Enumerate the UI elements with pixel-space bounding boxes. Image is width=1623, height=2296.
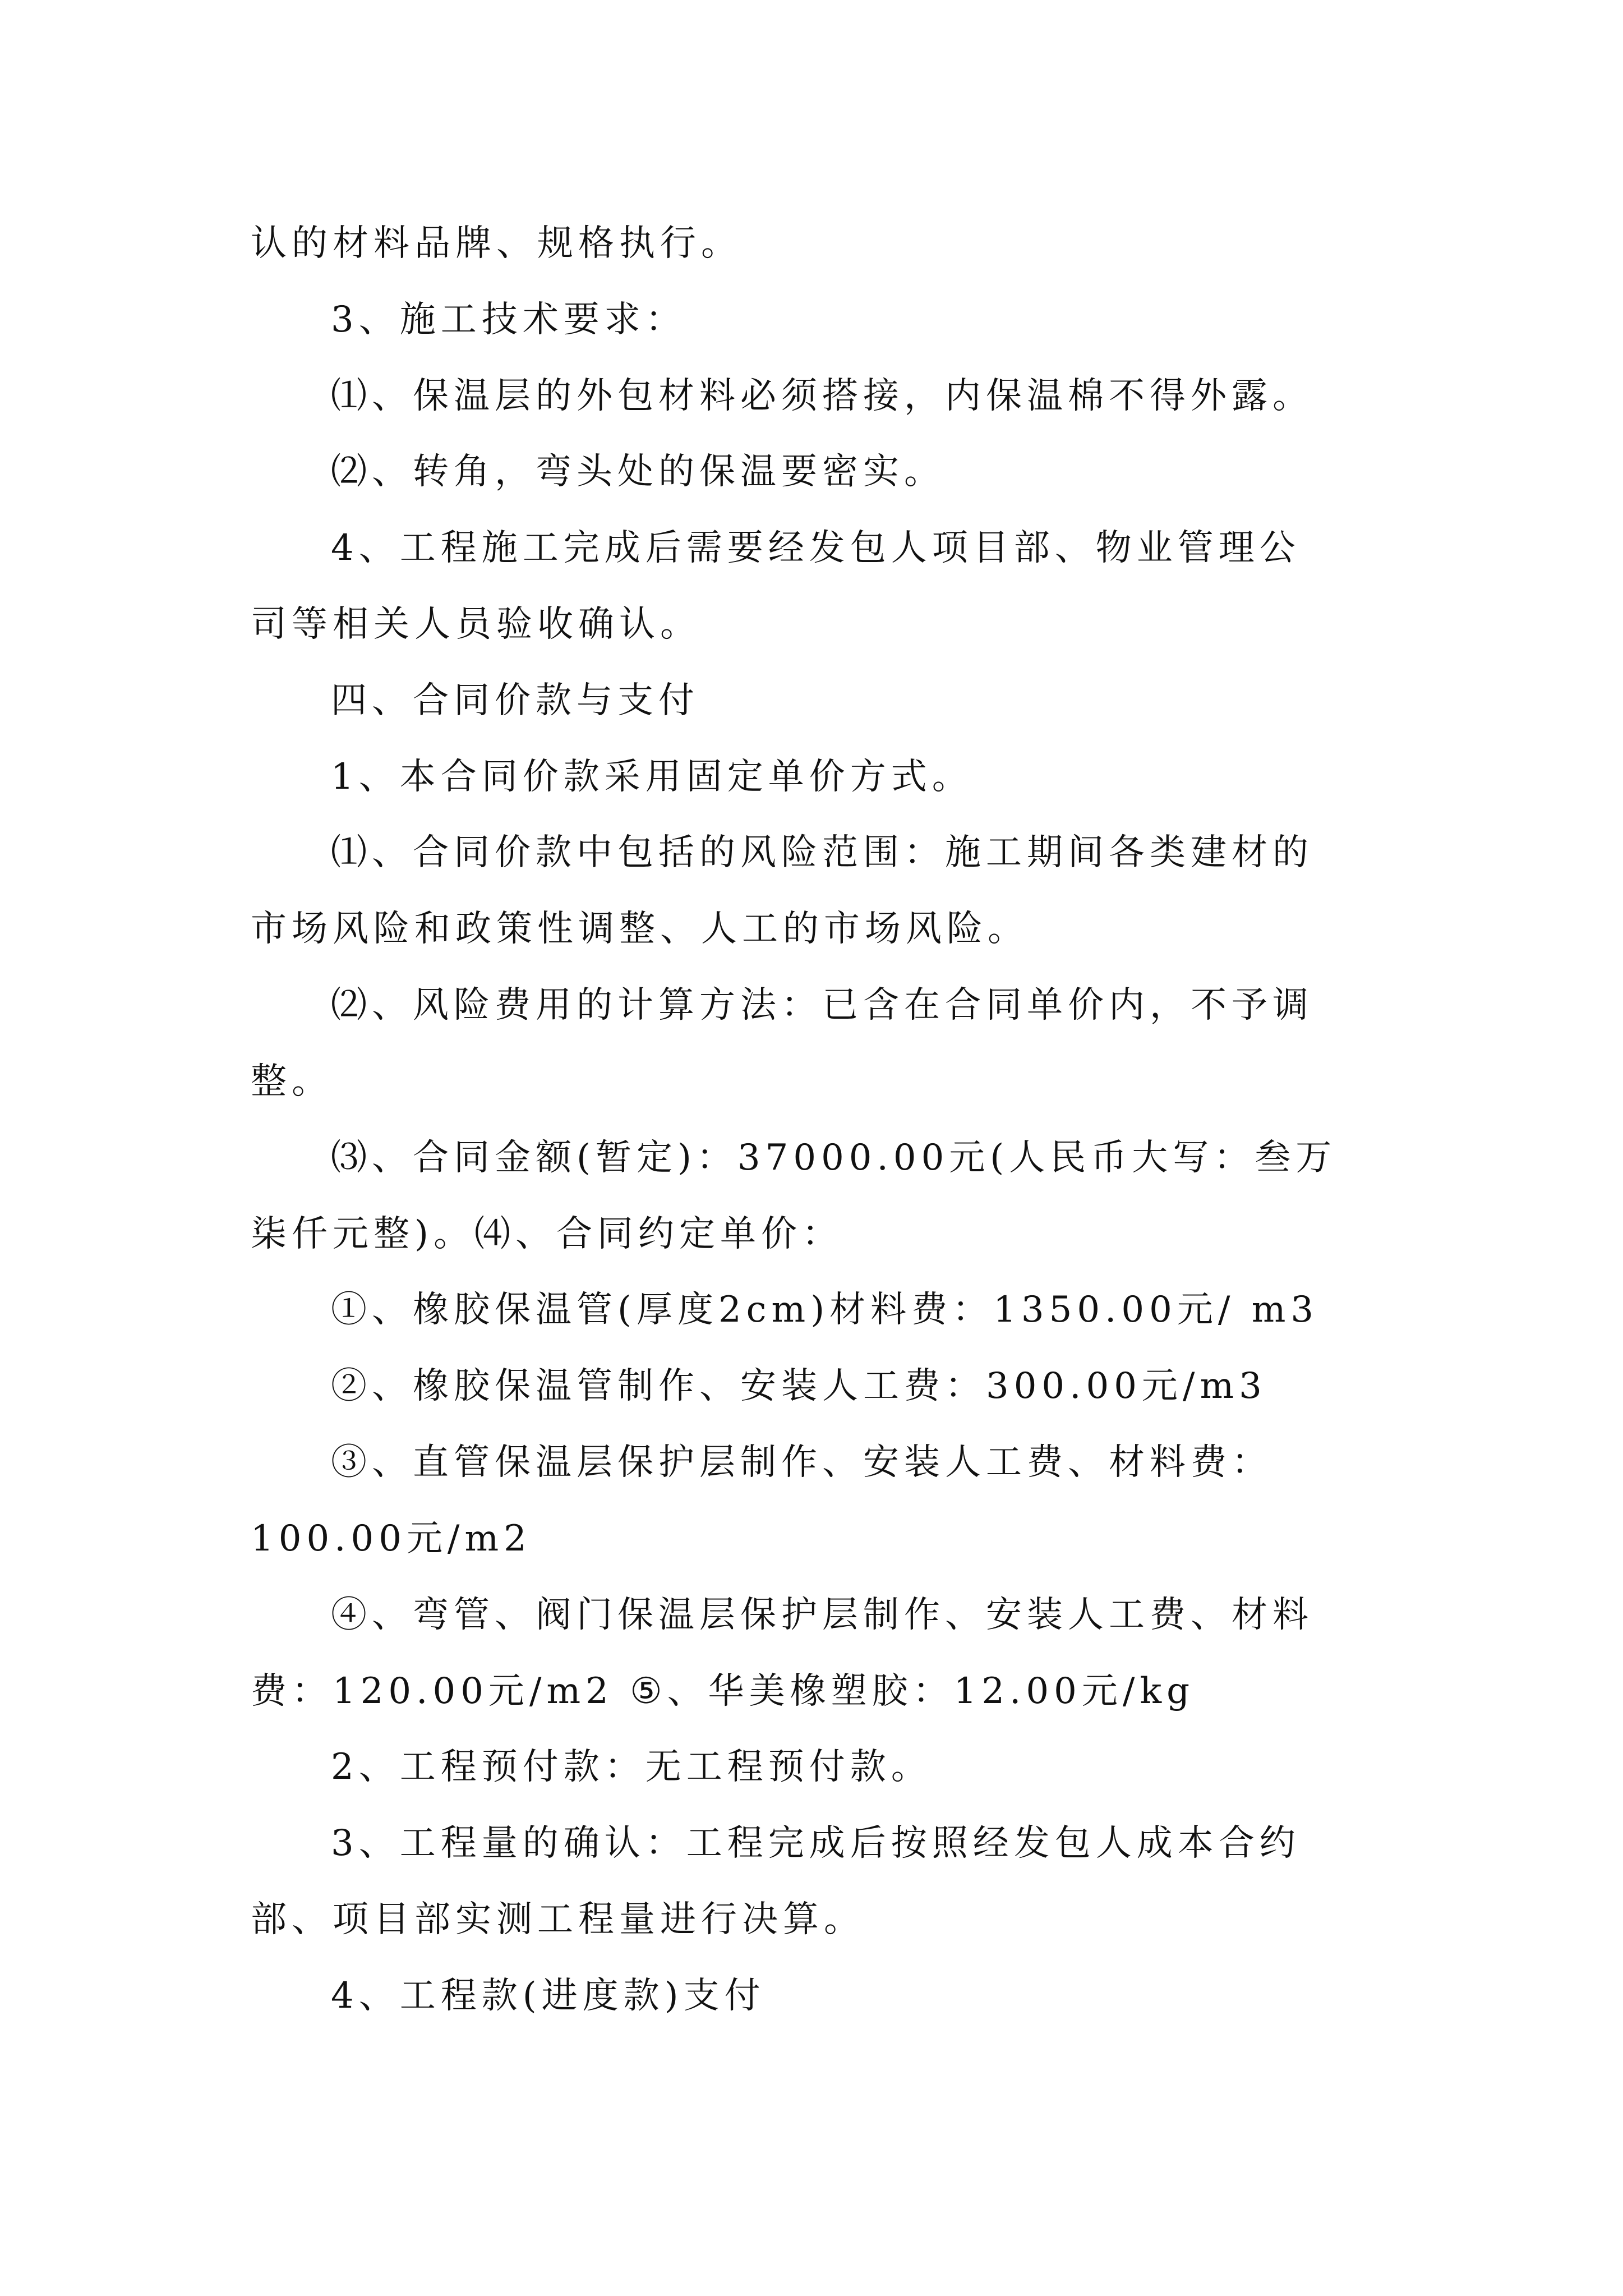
text-line: ③、直管保温层保护层制作、安装人工费、材料费： — [331, 1442, 1272, 1483]
text-line: ⑴、保温层的外包材料必须搭接，内保温棉不得外露。 — [331, 375, 1313, 417]
text-line: 3、工程量的确认：工程完成后按照经发包人成本合约 — [331, 1823, 1301, 1864]
section-heading: 四、合同价款与支付 — [331, 680, 699, 721]
text-line: 4、工程施工完成后需要经发包人项目部、物业管理公 — [331, 527, 1301, 569]
text-line: 整。 — [251, 1061, 333, 1102]
text-line: 部、项目部实测工程量进行决算。 — [251, 1899, 865, 1940]
text-line: ⑴、合同价款中包括的风险范围：施工期间各类建材的 — [331, 832, 1313, 873]
text-line: 2、工程预付款：无工程预付款。 — [331, 1746, 932, 1788]
text-line: ④、弯管、阀门保温层保护层制作、安装人工费、材料 — [331, 1594, 1313, 1636]
section-heading: 3、施工技术要求： — [331, 299, 686, 341]
text-line: 100.00元/m2 — [251, 1518, 532, 1559]
text-line: 费：120.00元/m2 ⑤、华美橡塑胶：12.00元/kg — [251, 1671, 1195, 1712]
text-line: 认的材料品牌、规格执行。 — [251, 223, 742, 264]
text-line: ⑶、合同金额(暂定)：37000.00元(人民币大写：叁万 — [331, 1137, 1337, 1179]
text-line: ①、橡胶保温管(厚度2cm)材料费：1350.00元/ m3 — [331, 1289, 1319, 1331]
text-line: ②、橡胶保温管制作、安装人工费：300.00元/m3 — [331, 1365, 1267, 1407]
text-line: 柒仟元整)。⑷、合同约定单价： — [251, 1213, 843, 1255]
text-line: 4、工程款(进度款)支付 — [331, 1975, 766, 2017]
text-line: ⑵、风险费用的计算方法：已含在合同单价内，不予调 — [331, 984, 1313, 1026]
text-line: 司等相关人员验收确认。 — [251, 604, 701, 645]
text-line: 1、本合同价款采用固定单价方式。 — [331, 756, 973, 798]
text-line: ⑵、转角，弯头处的保温要密实。 — [331, 451, 945, 493]
text-line: 市场风险和政策性调整、人工的市场风险。 — [251, 908, 1029, 950]
